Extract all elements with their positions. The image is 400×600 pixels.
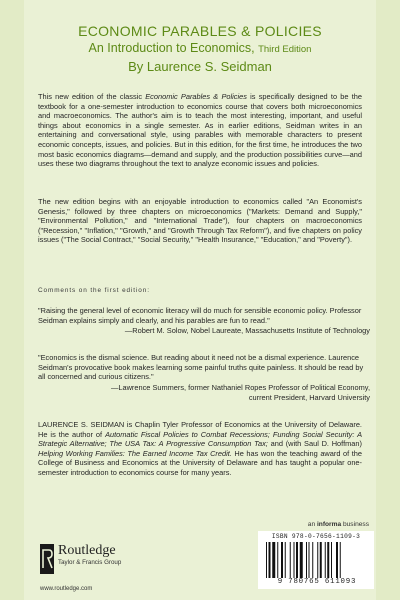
publisher-url: www.routledge.com: [40, 586, 93, 592]
barcode-stripe: [272, 542, 275, 578]
barcode-bars: [266, 542, 366, 578]
bio-middle: and (with Saul D. Hoffman): [267, 439, 362, 449]
barcode-number: 9 780765 611093: [277, 578, 357, 586]
author-bio: [38, 420, 362, 478]
left-margin-band: [0, 0, 24, 600]
attribution-summers-line2: current President, Harvard University: [248, 392, 370, 402]
barcode-stripe: [325, 542, 326, 578]
bio-books-1: Automatic Fiscal Policies to Combat Recessions; Funding Social Security: A Strategic Alternative; The USA Tax: A Progressive Consumption Tax;: [38, 429, 362, 449]
barcode-stripe: [285, 542, 286, 578]
book-subtitle: [30, 40, 370, 58]
barcode-stripe: [327, 542, 329, 578]
desc-p1-start: This new edition of the classic: [38, 92, 146, 101]
barcode-stripe: [290, 542, 291, 578]
barcode-stripe: [281, 542, 283, 578]
bio-books-2: Helping Working Families: The Earned Income Tax Credit.: [38, 448, 232, 458]
bio-start: LAURENCE S. SEIDMAN is Chaplin Tyler Professor of Economics at the University of Delaware. He is the author of: [38, 420, 362, 439]
barcode-stripe: [340, 542, 341, 578]
title-block: [30, 22, 370, 75]
quote-solow: "Raising the general level of economic literacy will do much for sensible economic policy. Professor Seidman explains simply and clearly, and his parables are fun to read.": [38, 306, 362, 325]
barcode-stripe: [306, 542, 307, 578]
barcode-stripe: [300, 542, 303, 578]
barcode-stripe: [269, 542, 271, 578]
barcode-stripe: [317, 542, 318, 578]
book-title: ECONOMIC PARABLES & POLICIES: [78, 23, 322, 39]
barcode-stripe: [320, 542, 322, 578]
barcode-stripe: [331, 542, 332, 578]
barcode-stripe: [266, 542, 267, 578]
barcode-stripe: [294, 542, 295, 578]
barcode-stripe: [312, 542, 313, 578]
isbn-barcode: [258, 531, 374, 589]
comments-heading: Comments on the first edition:: [38, 287, 150, 294]
attribution-summers: [111, 383, 370, 402]
isbn-label: ISBN 978-0-7656-1109-3: [271, 533, 361, 540]
description-paragraph-2: The new edition begins with an enjoyable introduction to economics called "An Economist's Genesis," followed by three chapters on microeconomics ("Markets: Demand and Supply," "Environmental Pollution," and "International Trade"), four chapters on macroeconomics ("Recession," "Inflation," "Growth," and "Growth Through Tax Reform"), and five chapters on policy issues ("The Social Contract," "Social Security," "Health Insurance," "Education," and "Poverty").: [38, 197, 362, 245]
bio-end: He has won the teaching award of the College of Business and Economics at the University of Delaware and has taught a popular one-semester introduction to economics course for many years.: [38, 448, 362, 477]
barcode-stripe: [296, 542, 298, 578]
subtitle-text: An Introduction to Economics,: [88, 41, 255, 55]
desc-p1-rest: is specifically designed to be the textbook for a one-semester introduction to economics course that covers both microeconomics and macroeconomics. The author's aim is to teach the most interesting, important, and useful things about economics in a single semester. As in earlier editions, Seidman writes in an entertaining and conversational style, using parables with memorable characters to present economic concepts, issues, and policies. But in this edition, for the first time, he introduces the two most basic economics diagrams—demand and supply, and the production possibilities curve—and uses these two diagrams throughout the text to analyze economic issues and policies.: [38, 92, 362, 169]
informa-prefix: an: [307, 521, 317, 528]
informa-business-tag: [308, 521, 369, 528]
barcode-stripe: [277, 542, 278, 578]
author-line: By Laurence S. Seidman: [128, 59, 272, 74]
publisher-group: Taylor & Francis Group: [58, 559, 122, 566]
barcode-stripe: [309, 542, 310, 578]
attribution-summers-line1: —Lawrence Summers, former Nathaniel Ropes Professor of Political Economy,: [110, 383, 370, 392]
edition-label: Third Edition: [258, 44, 312, 55]
routledge-logo-icon: [40, 544, 54, 574]
informa-word: informa: [316, 521, 342, 528]
barcode-stripe: [336, 542, 338, 578]
description-paragraph-1: [38, 92, 362, 169]
attribution-solow: —Robert M. Solow, Nobel Laureate, Massachusetts Institute of Technology: [124, 326, 370, 335]
informa-suffix: business: [341, 521, 369, 528]
desc-p1-title: Economic Parables & Policies: [145, 92, 247, 101]
publisher-name: Routledge: [58, 543, 116, 558]
quote-summers: "Economics is the dismal science. But reading about it need not be a dismal experience. Laurence Seidman's provocative book makes learning some painful truths quite painless. It should be read by all concerned and curious citizens.": [38, 353, 364, 382]
right-margin-band: [376, 0, 400, 600]
